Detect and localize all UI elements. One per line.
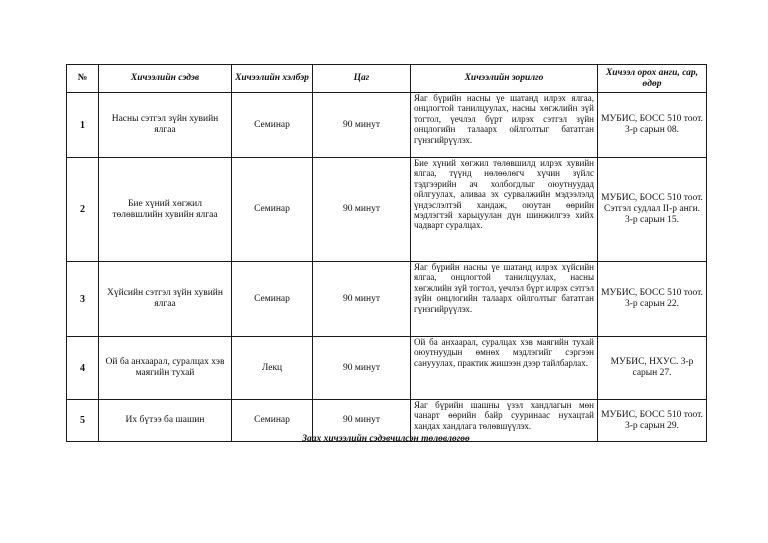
row-form: Семинар	[232, 93, 313, 158]
row-form: Семинар	[232, 400, 313, 442]
row-num: 5	[67, 400, 99, 442]
row-time: 90 минут	[313, 158, 411, 262]
table-header-row	[67, 65, 707, 93]
header-location: Хичээл орох анги, сар, өдөр	[598, 65, 707, 93]
row-location: МУБИС, НХУС. 3-р сарын 27.	[598, 337, 707, 400]
row-goal: Яаг бүрийн шашны үзэл хандлагын мөн чанарт өөрийн байр сууринаас нухацтай хандах хандлага төлөвшүүлэх.	[411, 400, 598, 442]
row-goal: Яаг бүрийн насны үе шатанд илрэх хүйсийн ялгаа, онцлогтой танилцуулах, насны хөгжлийн зүй тогтол, үечлэл бүрт илрэх сэтгэл зүйн онцлогийн талаарх ойлголтыг бататган гүнзгийрүүлэх.	[411, 262, 598, 337]
header-form: Хичээлийн хэлбэр	[232, 65, 313, 93]
row-num: 1	[67, 93, 99, 158]
table-row	[67, 93, 707, 158]
row-goal: Бие хүний хөгжил төлөвшилд илрэх хувийн ялгаа, түүнд нөлөөлөгч хүчин зүйлс тэдгээрийн ач холбогдлыг оюутнуудад ойлгуулах, аливаа эх сурвалжийн мэдээлэлд үндэслэлтэй хандаж, оюутан өөрийн мэдлэгтэй харьцуулан дүн шинжилгээ хийх чадварт суралцах.	[411, 158, 598, 262]
row-topic: Бие хүний хөгжил төлөвшлийн хувийн ялгаа	[99, 158, 232, 262]
row-location: МУБИС, БОСС 510 тоот. 3-р сарын 29.	[598, 400, 707, 442]
row-time: 90 минут	[313, 400, 411, 442]
header-goal: Хичээлийн зорилго	[411, 65, 598, 93]
header-time: Цаг	[313, 65, 411, 93]
table-row	[67, 262, 707, 337]
row-location: МУБИС, БОСС 510 тоот. 3-р сарын 22.	[598, 262, 707, 337]
row-topic: Хүйсийн сэтгэл зүйн хувийн ялгаа	[99, 262, 232, 337]
row-goal: Яаг бүрийн насны үе шатанд илрэх ялгаа, онцлогтой танилцуулах, насны хөгжлийн зүй тогтол, үечлэл бүрт илрэх сэтгэл зүйн онцлогийн талаарх ойлголтыг бататган гүнзгийрүүлэх.	[411, 93, 598, 158]
lesson-plan-table	[66, 64, 707, 442]
row-time: 90 минут	[313, 93, 411, 158]
row-form: Семинар	[232, 158, 313, 262]
row-time: 90 минут	[313, 262, 411, 337]
row-num: 2	[67, 158, 99, 262]
row-form: Лекц	[232, 337, 313, 400]
row-num: 3	[67, 262, 99, 337]
row-location: МУБИС, БОСС 510 тоот. Сэтгэл судлал II-р анги. 3-р сарын 15.	[598, 158, 707, 262]
row-topic: Их бүтээ ба шашин	[99, 400, 232, 442]
row-topic: Насны сэтгэл зүйн хувийн ялгаа	[99, 93, 232, 158]
row-num: 4	[67, 337, 99, 400]
table-row	[67, 158, 707, 262]
table-row	[67, 337, 707, 400]
table-caption: Заах хичээлийн сэдэвчилсэн төлөвлөгөө	[302, 434, 470, 444]
header-topic: Хичээлийн сэдэв	[99, 65, 232, 93]
row-location: МУБИС, БОСС 510 тоот. 3-р сарын 08.	[598, 93, 707, 158]
header-num: №	[67, 65, 99, 93]
row-goal: Ой ба анхаарал, суралцах хэв маягийн тухай оюутнуудын өмнөх мэдлэгийг сэргээн санууулах, практик жишээн дээр тайлбарлах.	[411, 337, 598, 400]
row-time: 90 минут	[313, 337, 411, 400]
row-form: Семинар	[232, 262, 313, 337]
row-topic: Ой ба анхаарал, суралцах хэв маягийн тухай	[99, 337, 232, 400]
